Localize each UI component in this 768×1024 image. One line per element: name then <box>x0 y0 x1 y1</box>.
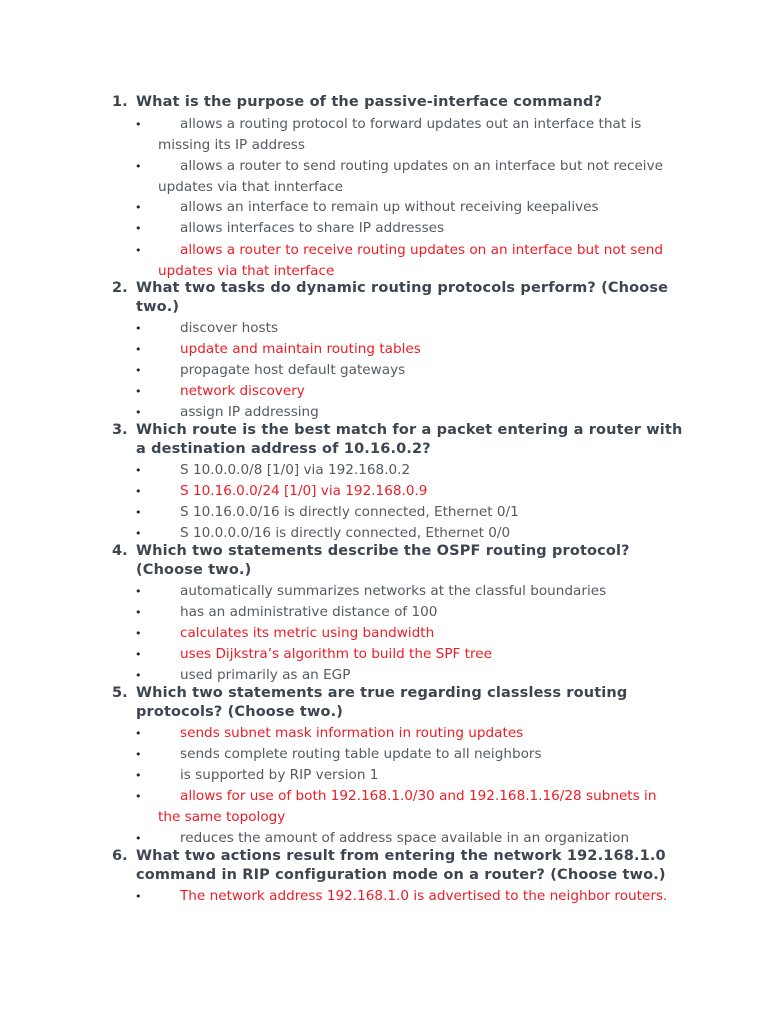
bullet-icon: • <box>135 669 142 682</box>
bullet-icon: • <box>135 364 142 377</box>
option-text: S 10.0.0.0/16 is directly connected, Ethernet 0/0 <box>180 525 511 541</box>
bullet-icon: • <box>135 832 142 845</box>
option-text: sends complete routing table update to all neighbors <box>180 746 542 762</box>
bullet-icon: • <box>135 118 142 131</box>
bullet-icon: • <box>135 244 142 257</box>
option-text: is supported by RIP version 1 <box>180 767 379 783</box>
option-text: has an administrative distance of 100 <box>180 604 438 620</box>
question-number: 6. <box>112 848 128 864</box>
option-text: S 10.16.0.0/24 [1/0] via 192.168.0.9 <box>180 483 428 499</box>
option-text: allows an interface to remain up without receiving keepalives <box>180 199 599 215</box>
option-text: used primarily as an EGP <box>180 667 351 683</box>
bullet-icon: • <box>135 160 142 173</box>
option-text: allows for use of both 192.168.1.0/30 and 192.168.1.16/28 subnets in the same topology <box>158 788 657 825</box>
option-text: allows a routing protocol to forward updates out an interface that is missing its IP address <box>158 116 642 153</box>
option-text: propagate host default gateways <box>180 362 406 378</box>
bullet-icon: • <box>135 606 142 619</box>
bullet-icon: • <box>135 748 142 761</box>
question-text: What two actions result from entering the network 192.168.1.0 command in RIP configuration mode on a router? (Choose two.) <box>136 848 666 883</box>
option-text: allows interfaces to share IP addresses <box>180 220 445 236</box>
bullet-icon: • <box>135 506 142 519</box>
question-number: 2. <box>112 280 128 296</box>
bullet-icon: • <box>135 527 142 540</box>
option-text: allows a router to send routing updates on an interface but not receive updates via that innterface <box>158 158 663 195</box>
bullet-icon: • <box>135 890 142 903</box>
option-text: The network address 192.168.1.0 is advertised to the neighbor routers. <box>180 888 668 904</box>
question-text: Which two statements are true regarding classless routing protocols? (Choose two.) <box>136 685 628 720</box>
question-number: 3. <box>112 422 128 438</box>
option-text: automatically summarizes networks at the classful boundaries <box>180 583 607 599</box>
question-text: What two tasks do dynamic routing protocols perform? (Choose two.) <box>136 280 669 315</box>
bullet-icon: • <box>135 485 142 498</box>
question-text: What is the purpose of the passive-interface command? <box>136 94 603 110</box>
bullet-icon: • <box>135 727 142 740</box>
bullet-icon: • <box>135 769 142 782</box>
bullet-icon: • <box>135 627 142 640</box>
option-text: update and maintain routing tables <box>180 341 421 357</box>
bullet-icon: • <box>135 343 142 356</box>
option-text: uses Dijkstra’s algorithm to build the SPF tree <box>180 646 492 662</box>
option-text: assign IP addressing <box>180 404 319 420</box>
question-number: 4. <box>112 543 128 559</box>
question-number: 5. <box>112 685 128 701</box>
question-text: Which two statements describe the OSPF routing protocol? (Choose two.) <box>136 543 630 578</box>
question-number: 1. <box>112 94 128 110</box>
bullet-icon: • <box>135 585 142 598</box>
option-text: sends subnet mask information in routing updates <box>180 725 524 741</box>
bullet-icon: • <box>135 464 142 477</box>
bullet-icon: • <box>135 385 142 398</box>
option-text: network discovery <box>180 383 305 399</box>
question-text: Which route is the best match for a packet entering a router with a destination address of 10.16.0.2? <box>136 422 683 457</box>
bullet-icon: • <box>135 322 142 335</box>
bullet-icon: • <box>135 201 142 214</box>
bullet-icon: • <box>135 790 142 803</box>
bullet-icon: • <box>135 406 142 419</box>
option-text: S 10.0.0.0/8 [1/0] via 192.168.0.2 <box>180 462 411 478</box>
bullet-icon: • <box>135 648 142 661</box>
option-text: calculates its metric using bandwidth <box>180 625 435 641</box>
option-text: discover hosts <box>180 320 279 336</box>
option-text: reduces the amount of address space available in an organization <box>180 830 630 846</box>
bullet-icon: • <box>135 222 142 235</box>
option-text: S 10.16.0.0/16 is directly connected, Ethernet 0/1 <box>180 504 519 520</box>
option-text: allows a router to receive routing updates on an interface but not send updates via that interface <box>158 242 663 279</box>
